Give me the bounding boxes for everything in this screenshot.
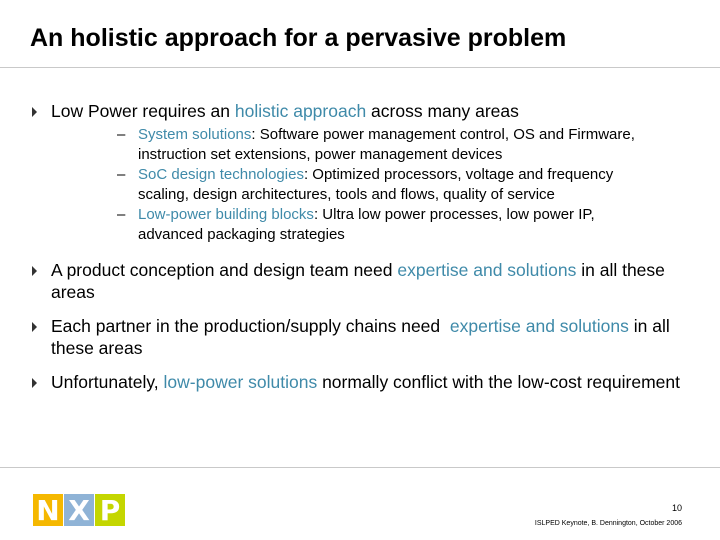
dash-icon: – bbox=[117, 206, 126, 223]
bullet-text: Unfortunately, low-power solutions normally conflict with the low-cost requirement bbox=[51, 372, 680, 392]
logo-letter-n: N bbox=[36, 494, 60, 526]
footer-divider bbox=[0, 467, 720, 468]
sub-bullet-1: – System solutions: Software power management control, OS and Firmware, instruction set extensions, power management devices bbox=[117, 126, 635, 163]
dash-icon: – bbox=[117, 126, 126, 143]
bullet-arrow-icon bbox=[32, 378, 37, 388]
footer-citation: ISLPED Keynote, B. Dennington, October 2006 bbox=[534, 520, 682, 527]
title-divider bbox=[0, 67, 720, 68]
slide-body bbox=[0, 100, 720, 393]
bullet-1 bbox=[0, 100, 720, 245]
slide-title: An holistic approach for a pervasive problem bbox=[30, 24, 567, 52]
sub-bullet-list bbox=[51, 125, 690, 245]
bullet-arrow-icon bbox=[32, 107, 37, 117]
bullet-arrow-icon bbox=[32, 266, 37, 276]
dash-icon: – bbox=[117, 166, 126, 183]
bullet-4 bbox=[0, 371, 720, 393]
sub-bullet-3: – Low-power building blocks: Ultra low power processes, low power IP, advanced packaging strategies bbox=[117, 206, 595, 243]
bullet-3 bbox=[0, 315, 720, 359]
logo-letter-x: X bbox=[68, 494, 90, 526]
sub-bullet-2: – SoC design technologies: Optimized processors, voltage and frequency scaling, design architectures, tools and flows, quality of service bbox=[117, 166, 614, 203]
nxp-logo bbox=[33, 494, 125, 526]
logo-letter-p: P bbox=[99, 494, 121, 526]
bullet-arrow-icon bbox=[32, 322, 37, 332]
bullet-2 bbox=[0, 259, 720, 303]
bullet-text: Each partner in the production/supply chains need expertise and solutions in all these areas bbox=[51, 316, 675, 358]
bullet-text: A product conception and design team need expertise and solutions in all these areas bbox=[51, 260, 665, 302]
page-number: 10 bbox=[671, 503, 682, 513]
bullet-text: Low Power requires an holistic approach across many areas bbox=[51, 101, 519, 121]
